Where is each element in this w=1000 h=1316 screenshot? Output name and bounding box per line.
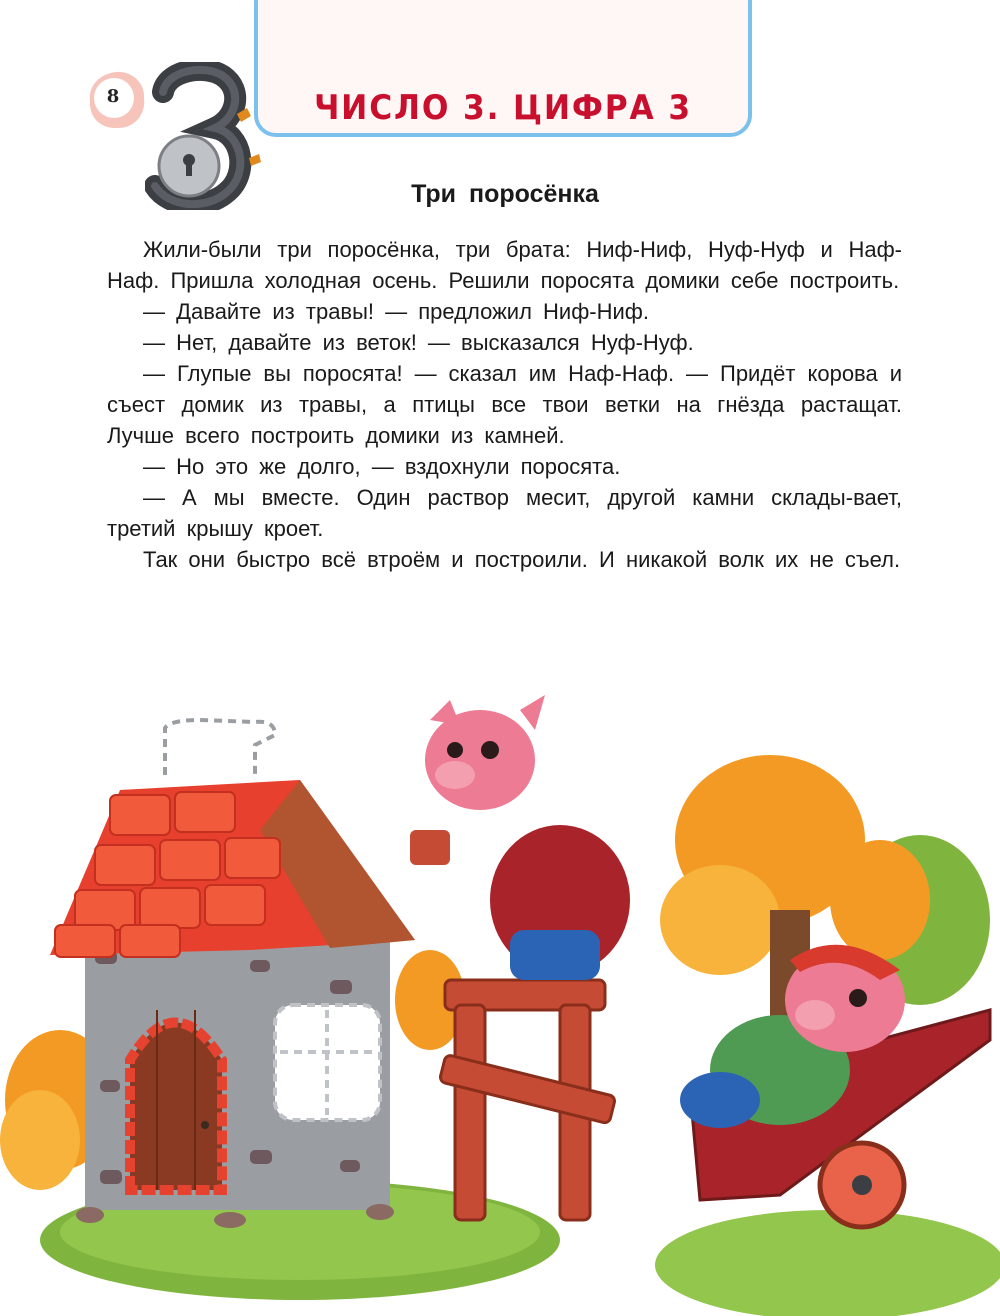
window-outline <box>275 1005 380 1120</box>
page-header-title: ЧИСЛО 3. ЦИФРА 3 <box>314 88 692 128</box>
story-paragraph: Так они быстро всё втроём и построили. И никакой волк их не съел. <box>143 547 901 572</box>
grass-right <box>655 1210 1000 1316</box>
page-number: 8 <box>106 86 120 107</box>
story-text <box>107 234 902 575</box>
story-paragraph: — Глупые вы поросята! — сказал им Наф-Наф. — Придёт корова и съест домик из травы, а птицы все твои ветки на гнёзда растащат. Лучше всего построить домики из камней. <box>107 361 902 448</box>
story-paragraph: Жили-были три поросёнка, три брата: Ниф-Ниф, Нуф-Нуф и Наф-Наф. Пришла холодная осень. Решили поросята домики себе построить. <box>107 237 902 293</box>
story-title: Три поросёнка <box>411 180 599 208</box>
story-paragraph: — Давайте из травы! — предложил Ниф-Ниф. <box>143 299 650 324</box>
story-paragraph: — А мы вместе. Один раствор месит, другой камни склады-вает, третий крышу кроет. <box>107 485 902 541</box>
story-paragraph: — Нет, давайте из веток! — высказался Нуф-Нуф. <box>143 330 694 355</box>
pig-nif-nif <box>410 695 630 980</box>
door <box>130 1023 222 1191</box>
three-pigs-illustration <box>0 680 1000 1316</box>
wooden-stool <box>439 980 616 1220</box>
chimney-outline <box>165 720 275 780</box>
story-paragraph: — Но это же долго, — вздохнули поросята. <box>143 454 621 479</box>
